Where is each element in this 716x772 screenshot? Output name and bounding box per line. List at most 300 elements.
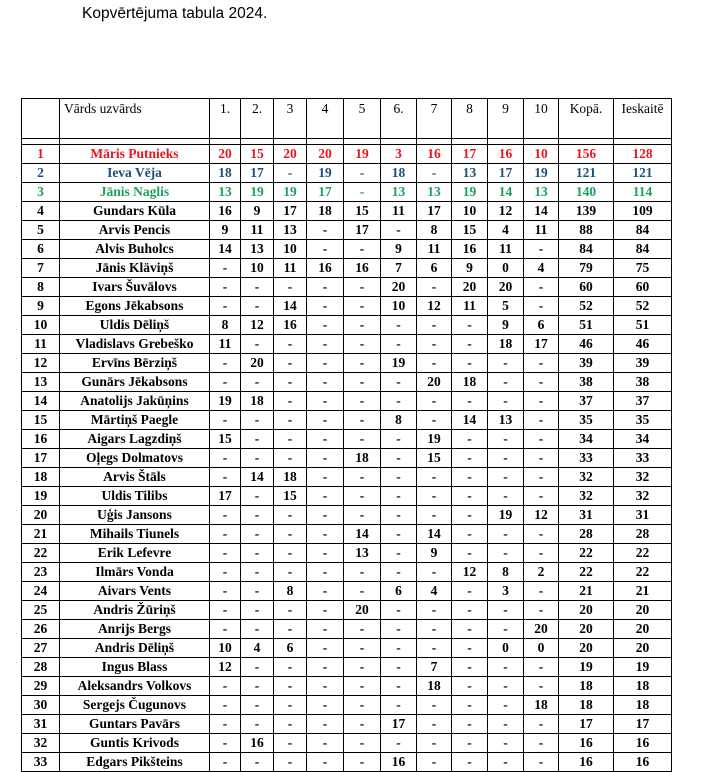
score-cell: 4 [524, 259, 559, 278]
score-cell: - [241, 582, 274, 601]
score-cell: - [274, 506, 307, 525]
score-cell: 12 [417, 297, 452, 316]
score-cell: 15 [210, 430, 241, 449]
counted-cell: 20 [614, 620, 672, 639]
score-cell: - [274, 601, 307, 620]
score-cell: - [274, 715, 307, 734]
score-cell: - [381, 487, 417, 506]
total-cell: 28 [559, 525, 614, 544]
score-cell: - [381, 696, 417, 715]
score-cell: - [241, 696, 274, 715]
rank-cell: 26 [22, 620, 60, 639]
rank-cell: 2 [22, 164, 60, 183]
score-cell: 18 [344, 449, 381, 468]
score-cell: - [307, 373, 344, 392]
score-cell: 13 [488, 411, 524, 430]
score-cell: 17 [307, 183, 344, 202]
score-cell: - [488, 373, 524, 392]
score-cell: - [524, 601, 559, 620]
total-cell: 60 [559, 278, 614, 297]
score-cell: - [274, 563, 307, 582]
score-cell: 15 [274, 487, 307, 506]
score-cell: - [241, 411, 274, 430]
score-cell: - [381, 639, 417, 658]
score-cell: - [344, 316, 381, 335]
score-cell: 19 [488, 506, 524, 525]
score-cell: - [524, 354, 559, 373]
name-cell: Anatolijs Jakūņins [60, 392, 210, 411]
score-cell: - [524, 525, 559, 544]
score-cell: - [417, 468, 452, 487]
score-cell: - [241, 487, 274, 506]
table-row [22, 392, 672, 411]
table-row [22, 677, 672, 696]
score-cell: 20 [488, 278, 524, 297]
score-cell: - [344, 354, 381, 373]
score-cell: - [452, 734, 488, 753]
rank-cell: 30 [22, 696, 60, 715]
score-cell: 16 [381, 753, 417, 772]
name-cell: Sergejs Čugunovs [60, 696, 210, 715]
counted-cell: 75 [614, 259, 672, 278]
score-cell: - [381, 430, 417, 449]
total-cell: 19 [559, 658, 614, 677]
table-row [22, 354, 672, 373]
score-cell: - [452, 677, 488, 696]
score-cell: - [381, 316, 417, 335]
score-cell: - [417, 734, 452, 753]
score-cell: 19 [210, 392, 241, 411]
score-cell: 9 [241, 202, 274, 221]
score-cell: 9 [417, 544, 452, 563]
score-cell: - [210, 677, 241, 696]
score-cell: - [241, 525, 274, 544]
table-row [22, 696, 672, 715]
score-cell: - [344, 639, 381, 658]
score-cell: 20 [417, 373, 452, 392]
score-cell: 8 [381, 411, 417, 430]
score-cell: 17 [274, 202, 307, 221]
score-cell: 17 [344, 221, 381, 240]
table-row [22, 430, 672, 449]
score-cell: - [381, 221, 417, 240]
score-cell: - [417, 563, 452, 582]
table-row [22, 316, 672, 335]
rank-cell: 18 [22, 468, 60, 487]
table-row [22, 487, 672, 506]
table-body [22, 139, 672, 772]
score-cell: - [307, 487, 344, 506]
score-cell: - [307, 468, 344, 487]
score-cell: - [307, 677, 344, 696]
score-cell: 16 [307, 259, 344, 278]
score-cell: 16 [452, 240, 488, 259]
score-cell: - [344, 411, 381, 430]
table-row [22, 145, 672, 164]
score-cell: 8 [274, 582, 307, 601]
score-cell: - [274, 430, 307, 449]
score-cell: - [381, 335, 417, 354]
rank-cell: 15 [22, 411, 60, 430]
score-cell: - [524, 392, 559, 411]
page-title: Kopvērtējuma tabula 2024. [82, 5, 268, 22]
table-row [22, 544, 672, 563]
score-cell: - [210, 544, 241, 563]
score-cell: - [524, 487, 559, 506]
counted-cell: 46 [614, 335, 672, 354]
total-cell: 17 [559, 715, 614, 734]
score-cell: 11 [452, 297, 488, 316]
score-cell: - [344, 487, 381, 506]
total-cell: 51 [559, 316, 614, 335]
score-cell: - [307, 696, 344, 715]
score-cell: 14 [241, 468, 274, 487]
rank-cell: 24 [22, 582, 60, 601]
total-cell: 88 [559, 221, 614, 240]
score-cell: - [210, 715, 241, 734]
total-cell: 79 [559, 259, 614, 278]
rank-cell: 21 [22, 525, 60, 544]
score-cell: - [274, 677, 307, 696]
score-cell: - [488, 449, 524, 468]
score-cell: - [307, 563, 344, 582]
score-cell: - [381, 373, 417, 392]
score-cell: 12 [210, 658, 241, 677]
score-cell: 12 [452, 563, 488, 582]
total-cell: 16 [559, 734, 614, 753]
score-cell: 13 [524, 183, 559, 202]
total-cell: 20 [559, 639, 614, 658]
score-cell: 13 [344, 544, 381, 563]
table-row [22, 639, 672, 658]
score-cell: - [241, 373, 274, 392]
score-cell: - [488, 392, 524, 411]
score-cell: - [344, 734, 381, 753]
rank-cell: 12 [22, 354, 60, 373]
score-cell: - [274, 164, 307, 183]
score-cell: - [417, 392, 452, 411]
score-cell: 16 [488, 145, 524, 164]
counted-cell: 16 [614, 753, 672, 772]
rank-cell: 28 [22, 658, 60, 677]
rank-cell: 5 [22, 221, 60, 240]
score-cell: - [524, 449, 559, 468]
name-cell: Aivars Vents [60, 582, 210, 601]
score-cell: - [452, 753, 488, 772]
score-cell: 16 [344, 259, 381, 278]
score-cell: - [524, 240, 559, 259]
score-cell: 18 [524, 696, 559, 715]
rank-cell: 27 [22, 639, 60, 658]
name-cell: Andris Žūriņš [60, 601, 210, 620]
score-cell: - [210, 354, 241, 373]
score-cell: - [210, 696, 241, 715]
rank-cell: 3 [22, 183, 60, 202]
score-cell: - [344, 335, 381, 354]
table-row [22, 449, 672, 468]
table-row [22, 183, 672, 202]
score-cell: - [344, 373, 381, 392]
counted-cell: 121 [614, 164, 672, 183]
total-cell: 139 [559, 202, 614, 221]
name-cell: Egons Jēkabsons [60, 297, 210, 316]
score-cell: 17 [452, 145, 488, 164]
score-cell: - [488, 487, 524, 506]
score-cell: 10 [524, 145, 559, 164]
score-cell: - [307, 354, 344, 373]
score-cell: - [344, 392, 381, 411]
score-cell: - [344, 563, 381, 582]
score-cell: 18 [417, 677, 452, 696]
counted-cell: 37 [614, 392, 672, 411]
column-header: 2. [241, 99, 274, 139]
score-cell: - [274, 696, 307, 715]
score-cell: - [452, 487, 488, 506]
score-cell: 13 [417, 183, 452, 202]
name-cell: Arvis Štāls [60, 468, 210, 487]
score-cell: - [452, 468, 488, 487]
score-cell: - [307, 278, 344, 297]
score-cell: - [241, 430, 274, 449]
score-cell: - [307, 734, 344, 753]
score-cell: 15 [452, 221, 488, 240]
score-cell: - [524, 734, 559, 753]
score-cell: 8 [488, 563, 524, 582]
name-cell: Vladislavs Grebeško [60, 335, 210, 354]
score-cell: - [381, 734, 417, 753]
score-cell: - [307, 544, 344, 563]
rank-cell: 17 [22, 449, 60, 468]
score-cell: - [524, 582, 559, 601]
name-cell: Māris Putnieks [60, 145, 210, 164]
score-cell: 17 [210, 487, 241, 506]
score-cell: 13 [452, 164, 488, 183]
score-cell: 12 [241, 316, 274, 335]
score-cell: 15 [344, 202, 381, 221]
score-cell: 19 [381, 354, 417, 373]
counted-cell: 34 [614, 430, 672, 449]
score-cell: - [344, 753, 381, 772]
score-cell: - [344, 715, 381, 734]
score-cell: - [241, 297, 274, 316]
score-cell: 17 [417, 202, 452, 221]
score-cell: - [488, 468, 524, 487]
score-cell: - [524, 297, 559, 316]
counted-cell: 60 [614, 278, 672, 297]
counted-cell: 20 [614, 601, 672, 620]
score-cell: 12 [488, 202, 524, 221]
score-cell: - [210, 506, 241, 525]
score-cell: 11 [381, 202, 417, 221]
name-cell: Guntis Krivods [60, 734, 210, 753]
score-cell: - [307, 221, 344, 240]
score-cell: - [344, 164, 381, 183]
counted-cell: 128 [614, 145, 672, 164]
column-header: 6. [381, 99, 417, 139]
name-cell: Ervīns Bērziņš [60, 354, 210, 373]
score-cell: 20 [307, 145, 344, 164]
score-cell: - [307, 620, 344, 639]
table-row [22, 335, 672, 354]
total-cell: 37 [559, 392, 614, 411]
score-cell: - [274, 525, 307, 544]
table-row [22, 620, 672, 639]
counted-cell: 31 [614, 506, 672, 525]
score-cell: - [241, 715, 274, 734]
score-cell: - [344, 297, 381, 316]
score-cell: 7 [381, 259, 417, 278]
rank-cell: 14 [22, 392, 60, 411]
score-cell: 17 [524, 335, 559, 354]
score-cell: - [210, 601, 241, 620]
score-cell: 18 [488, 335, 524, 354]
score-cell: 12 [524, 506, 559, 525]
counted-cell: 28 [614, 525, 672, 544]
score-cell: 17 [241, 164, 274, 183]
score-cell: - [307, 753, 344, 772]
total-cell: 39 [559, 354, 614, 373]
score-cell: 19 [524, 164, 559, 183]
name-cell: Uģis Jansons [60, 506, 210, 525]
counted-cell: 20 [614, 639, 672, 658]
score-cell: - [524, 677, 559, 696]
rank-cell: 4 [22, 202, 60, 221]
score-cell: - [452, 658, 488, 677]
score-cell: 4 [488, 221, 524, 240]
score-cell: 20 [524, 620, 559, 639]
score-cell: - [241, 620, 274, 639]
score-cell: 17 [381, 715, 417, 734]
score-cell: 20 [452, 278, 488, 297]
rank-cell: 31 [22, 715, 60, 734]
table-row [22, 468, 672, 487]
score-cell: 8 [210, 316, 241, 335]
name-cell: Arvis Pencis [60, 221, 210, 240]
rank-cell: 33 [22, 753, 60, 772]
column-header: 3 [274, 99, 307, 139]
score-cell: - [381, 620, 417, 639]
rank-cell: 7 [22, 259, 60, 278]
score-cell: 15 [241, 145, 274, 164]
total-cell: 21 [559, 582, 614, 601]
counted-cell: 32 [614, 468, 672, 487]
score-cell: - [210, 278, 241, 297]
rank-cell: 8 [22, 278, 60, 297]
name-cell: Gundars Kūla [60, 202, 210, 221]
score-cell: - [452, 582, 488, 601]
score-cell: - [274, 411, 307, 430]
table-row [22, 734, 672, 753]
score-cell: - [524, 430, 559, 449]
score-cell: - [210, 734, 241, 753]
score-cell: 10 [381, 297, 417, 316]
score-cell: - [344, 240, 381, 259]
total-cell: 140 [559, 183, 614, 202]
score-cell: 19 [307, 164, 344, 183]
score-cell: - [241, 563, 274, 582]
rank-cell: 32 [22, 734, 60, 753]
score-cell: - [381, 525, 417, 544]
score-cell: - [417, 316, 452, 335]
score-cell: - [417, 753, 452, 772]
score-cell: 10 [241, 259, 274, 278]
score-cell: 6 [381, 582, 417, 601]
score-cell: - [417, 164, 452, 183]
score-cell: - [381, 677, 417, 696]
score-cell: - [452, 601, 488, 620]
score-cell: 18 [210, 164, 241, 183]
score-cell: - [381, 544, 417, 563]
score-cell: - [488, 677, 524, 696]
table-row [22, 240, 672, 259]
score-cell: - [274, 392, 307, 411]
score-cell: - [452, 392, 488, 411]
score-cell: 9 [210, 221, 241, 240]
score-cell: - [452, 354, 488, 373]
score-cell: - [344, 278, 381, 297]
score-cell: 11 [241, 221, 274, 240]
column-header: 8 [452, 99, 488, 139]
name-cell: Oļegs Dolmatovs [60, 449, 210, 468]
score-cell: - [488, 601, 524, 620]
results-table [21, 98, 672, 772]
counted-cell: 21 [614, 582, 672, 601]
score-cell: 16 [274, 316, 307, 335]
counted-cell: 35 [614, 411, 672, 430]
total-cell: 38 [559, 373, 614, 392]
name-cell: Gunārs Jēkabsons [60, 373, 210, 392]
score-cell: 18 [381, 164, 417, 183]
score-cell: 16 [241, 734, 274, 753]
total-cell: 33 [559, 449, 614, 468]
score-cell: 11 [210, 335, 241, 354]
column-header: 4 [307, 99, 344, 139]
score-cell: - [452, 316, 488, 335]
table-row [22, 715, 672, 734]
table-row [22, 582, 672, 601]
total-cell: 121 [559, 164, 614, 183]
column-header: 9 [488, 99, 524, 139]
name-cell: Guntars Pavārs [60, 715, 210, 734]
score-cell: 14 [488, 183, 524, 202]
score-cell: - [274, 734, 307, 753]
rank-cell: 11 [22, 335, 60, 354]
score-cell: - [417, 411, 452, 430]
score-cell: - [524, 753, 559, 772]
score-cell: 11 [274, 259, 307, 278]
score-cell: - [381, 468, 417, 487]
score-cell: - [307, 335, 344, 354]
score-cell: - [210, 297, 241, 316]
score-cell: 16 [417, 145, 452, 164]
score-cell: - [241, 658, 274, 677]
score-cell: - [488, 544, 524, 563]
score-cell: - [210, 468, 241, 487]
total-cell: 18 [559, 696, 614, 715]
name-cell: Ilmārs Vonda [60, 563, 210, 582]
score-cell: - [307, 411, 344, 430]
counted-cell: 18 [614, 677, 672, 696]
score-cell: - [488, 658, 524, 677]
score-cell: - [524, 278, 559, 297]
score-cell: - [307, 601, 344, 620]
column-header: 7 [417, 99, 452, 139]
score-cell: - [274, 658, 307, 677]
score-cell: 6 [524, 316, 559, 335]
score-cell: 5 [488, 297, 524, 316]
column-header: 1. [210, 99, 241, 139]
score-cell: - [274, 354, 307, 373]
